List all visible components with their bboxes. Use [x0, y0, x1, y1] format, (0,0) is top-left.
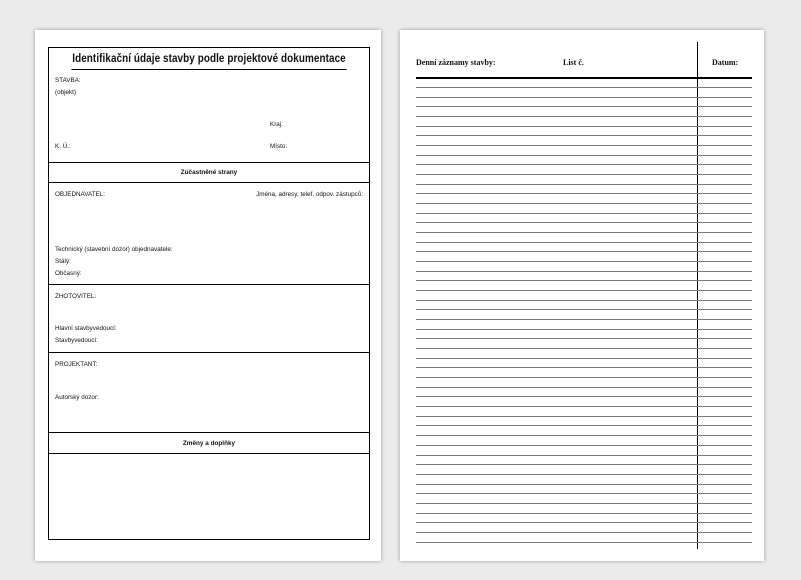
- ruled-line: [416, 358, 752, 359]
- ruled-line: [416, 464, 752, 465]
- ruled-line: [416, 493, 752, 494]
- ruled-line: [416, 87, 752, 88]
- right-page: [400, 30, 764, 561]
- ruled-line: [416, 542, 752, 543]
- contacts-label: Jména, adresy, telef. odpov. zástupců:: [256, 191, 363, 198]
- zhotovitel-label: ZHOTOVITEL:: [55, 293, 97, 300]
- ruled-line: [416, 387, 752, 388]
- ruled-line: [416, 445, 752, 446]
- staly-label: Stálý:: [55, 258, 71, 265]
- ruled-line: [416, 319, 752, 320]
- ruled-line: [416, 261, 752, 262]
- zmeny-doplnky-header: Změny a doplňky: [49, 433, 369, 454]
- ruled-line: [416, 242, 752, 243]
- ku-label: K. Ú.:: [55, 143, 71, 150]
- ruled-line: [416, 367, 752, 368]
- ruled-line: [416, 435, 752, 436]
- ruled-line: [416, 484, 752, 485]
- ruled-line: [416, 126, 752, 127]
- obcasny-label: Občasný:: [55, 270, 82, 277]
- projektant-label: PROJEKTANT:: [55, 361, 98, 368]
- ruled-line: [416, 116, 752, 117]
- stavba-label: STAVBA:: [55, 77, 81, 84]
- zucastnene-strany-header: Zúčastněné strany: [49, 163, 369, 183]
- ruled-line: [416, 300, 752, 301]
- technicky-dozor-label: Technický (stavební dozor) objednavatele:: [55, 246, 173, 253]
- ruled-line: [416, 425, 752, 426]
- objednavatel-label: OBJEDNAVATEL:: [55, 191, 106, 198]
- kraj-label: Kraj:: [270, 121, 283, 128]
- zmeny-doplnky-area: [49, 454, 369, 534]
- ruled-line: [416, 135, 752, 136]
- ruled-line: [416, 155, 752, 156]
- list-cislo-label: List č.: [563, 58, 584, 67]
- ruled-line: [416, 184, 752, 185]
- ruled-line: [416, 513, 752, 514]
- stavba-section: [49, 70, 369, 163]
- ruled-line: [416, 232, 752, 233]
- ruled-line: [416, 193, 752, 194]
- autorsky-dozor-label: Autorský dozor:: [55, 394, 99, 401]
- ruled-line: [416, 455, 752, 456]
- ruled-line: [416, 290, 752, 291]
- ruled-line: [416, 377, 752, 378]
- ruled-line: [416, 145, 752, 146]
- header-rule: [416, 77, 752, 79]
- ruled-line: [416, 416, 752, 417]
- ruled-line: [416, 396, 752, 397]
- ruled-line: [416, 213, 752, 214]
- denni-zaznamy-label: Denní záznamy stavby:: [416, 58, 496, 67]
- ruled-line: [416, 329, 752, 330]
- ruled-line: [416, 222, 752, 223]
- form-title: Identifikační údaje stavby podle projektové dokumentace: [71, 48, 346, 70]
- objednavatel-section: [49, 183, 369, 285]
- left-page: [35, 30, 381, 561]
- zhotovitel-section: [49, 285, 369, 353]
- ruled-line: [416, 203, 752, 204]
- identification-form: [48, 47, 370, 540]
- hlavni-stavbyvedouci-label: Hlavní stavbyvedoucí:: [55, 325, 117, 332]
- ruled-line: [416, 348, 752, 349]
- misto-label: Místo:: [270, 143, 288, 150]
- ruled-line: [416, 174, 752, 175]
- ruled-line: [416, 522, 752, 523]
- projektant-section: [49, 353, 369, 433]
- objekt-label: (objekt): [55, 89, 76, 96]
- datum-label: Datum:: [712, 58, 739, 67]
- ruled-line: [416, 309, 752, 310]
- ruled-line: [416, 97, 752, 98]
- ruled-line: [416, 251, 752, 252]
- ruled-line: [416, 474, 752, 475]
- ruled-line: [416, 106, 752, 107]
- ruled-line: [416, 271, 752, 272]
- ruled-line: [416, 532, 752, 533]
- ruled-line: [416, 338, 752, 339]
- ruled-line: [416, 280, 752, 281]
- ruled-line: [416, 406, 752, 407]
- ruled-line: [416, 503, 752, 504]
- stavbyvedouci-label: Stavbyvedoucí:: [55, 337, 99, 344]
- ruled-line: [416, 164, 752, 165]
